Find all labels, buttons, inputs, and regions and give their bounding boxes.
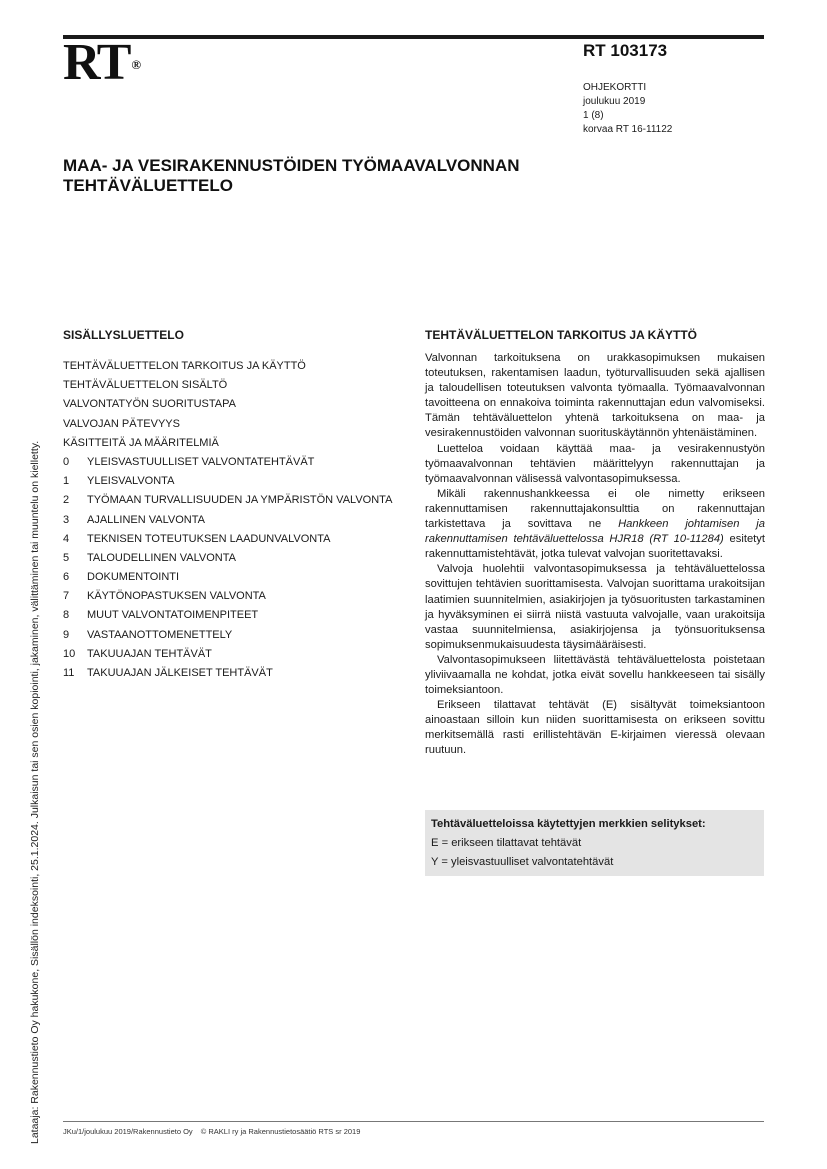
toc-item-label: VALVONTATYÖN SUORITUSTAPA <box>63 398 236 411</box>
paragraph: Valvontasopimukseen liitettävästä tehtäväluettelosta poistetaan yliviivaamalla ne kohdat, jotka eivät sovellu hankkeeseen tai sisälly toimeksiantoon. <box>425 653 765 697</box>
toc-item-number: 2 <box>63 494 70 507</box>
toc-item <box>63 626 403 645</box>
toc-item <box>63 664 403 683</box>
toc-item <box>63 645 403 664</box>
toc-item-label: VALVOJAN PÄTEVYYS <box>63 417 180 430</box>
legend-entry-e: E = erikseen tilattavat tehtävät <box>431 837 582 849</box>
paragraph <box>425 487 765 562</box>
footer <box>63 1127 360 1136</box>
toc-item-number: 11 <box>63 667 75 679</box>
toc-item <box>63 415 403 434</box>
toc-item <box>63 568 403 587</box>
toc-item-number: 0 <box>63 455 70 468</box>
toc-item <box>63 357 403 376</box>
registered-mark: ® <box>131 57 142 72</box>
paragraph-text: esitetyt rakennuttamistehtävät, jotka tulevat valvojan suoritettavaksi. <box>425 533 765 561</box>
toc-item-label: TAKUUAJAN TEHTÄVÄT <box>87 647 212 660</box>
replaces-card: korvaa RT 16-11122 <box>583 124 673 135</box>
toc-item <box>63 395 403 414</box>
toc-item-label: KÄSITTEITÄ JA MÄÄRITELMIÄ <box>63 436 219 449</box>
toc-item-number: 3 <box>63 513 70 526</box>
toc-item-label: YLEISVALVONTA <box>87 475 175 488</box>
publication-date: joulukuu 2019 <box>583 96 646 107</box>
paragraph-text: Mikäli rakennushankkeessa ei ole nimetty erikseen rakennuttamisen rakennuttajakonsulttia on rakennuttajan tarkistettava ja sovittava ne <box>425 487 765 531</box>
toc-item-label: KÄYTÖNOPASTUKSEN VALVONTA <box>87 590 266 603</box>
footer-copyright: © RAKLI ry ja Rakennustietosäätiö RTS sr 2019 <box>200 1127 361 1136</box>
paragraph: Erikseen tilattavat tehtävät (E) sisältyvät toimeksiantoon ainoastaan silloin kun niiden suorittamisesta on erikseen sovittu merkitsemällä rasti erillistehtävän E-kirjaimen vieressä olevaan ruutuun. <box>425 699 765 757</box>
toc-item <box>63 491 403 510</box>
toc-item <box>63 587 403 606</box>
toc-item-number: 9 <box>63 628 70 641</box>
footer-left: JKu/1/joulukuu 2019/Rakennustieto Oy <box>63 1127 193 1136</box>
paragraph: Luetteloa voidaan käyttää maa- ja vesirakennustyön työmaavalvonnan tehtävien määrittelyyn rakennuttajan ja työmaavalvonnan välisessä valvontasopimuksessa. <box>425 442 765 485</box>
logo-text: RT <box>63 34 130 91</box>
top-rule <box>63 35 764 39</box>
toc-item <box>63 434 403 453</box>
toc-item-label: TEKNISEN TOTEUTUKSEN LAADUNVALVONTA <box>87 532 331 545</box>
purpose-heading: TEHTÄVÄLUETTELON TARKOITUS JA KÄYTTÖ <box>425 328 697 342</box>
toc-item-label: TEHTÄVÄLUETTELON TARKOITUS JA KÄYTTÖ <box>63 360 306 372</box>
toc-item <box>63 511 403 530</box>
toc-item <box>63 530 403 549</box>
toc-item-number: 5 <box>63 551 70 564</box>
table-of-contents <box>63 328 403 683</box>
card-type: OHJEKORTTI <box>583 82 647 93</box>
toc-item <box>63 376 403 395</box>
paragraph: Valvonnan tarkoituksena on urakkasopimuksen mukaisen toteutuksen, rakentamisen laadun, työturvallisuuden sekä ajallisen ja taloudellisen toteutuksen valvonta työmaalla. Työmaavalvonnan tavoitteena on ennakoiva toiminta rakennuttajan edun valvomiseksi. Tämän tehtäväluettelon yhtenä tarkoituksena on maa- ja vesirakennustöiden valvonnan suorituskäytännön yhtenäistäminen. <box>425 352 765 440</box>
toc-item-label: DOKUMENTOINTI <box>87 571 180 584</box>
toc-item <box>63 606 403 625</box>
purpose-section <box>425 328 765 759</box>
toc-heading: SISÄLLYSLUETTELO <box>63 328 184 342</box>
download-notice: Lataaja: Rakennustieto Oy hakukone, Sisällön indeksointi, 25.1.2024. Julkaisun tai sen osien kopiointi, jakaminen, välittäminen tai muuntelu on kielletty. <box>29 440 41 1144</box>
toc-item-number: 7 <box>63 590 70 603</box>
title-line: MAA- JA VESIRAKENNUSTÖIDEN TYÖMAAVALVONNAN <box>63 156 520 175</box>
title-line: TEHTÄVÄLUETTELO <box>63 176 233 195</box>
toc-item-label: TALOUDELLINEN VALVONTA <box>87 551 236 564</box>
toc-item-number: 10 <box>63 647 76 660</box>
toc-item-label: TAKUUAJAN JÄLKEISET TEHTÄVÄT <box>87 667 273 679</box>
toc-item-label: AJALLINEN VALVONTA <box>87 513 205 526</box>
page-count: 1 (8) <box>583 110 604 121</box>
toc-item-label: VASTAANOTTOMENETTELY <box>87 628 233 641</box>
toc-item-label: TYÖMAAN TURVALLISUUDEN JA YMPÄRISTÖN VALVONTA <box>87 494 393 507</box>
document-number: RT 103173 <box>583 41 668 60</box>
toc-list <box>63 357 403 683</box>
rt-logo <box>63 34 142 91</box>
toc-item-number: 8 <box>63 609 70 622</box>
toc-item <box>63 453 403 472</box>
document-title <box>63 156 623 196</box>
legend-box <box>425 810 764 876</box>
toc-item-number: 1 <box>63 475 70 488</box>
toc-item <box>63 472 403 491</box>
legend-entry-y: Y = yleisvastuulliset valvontatehtävät <box>431 856 614 868</box>
toc-item-number: 4 <box>63 532 70 545</box>
legend-title: Tehtäväluetteloissa käytettyjen merkkien selitykset: <box>431 818 706 830</box>
paragraph: Valvoja huolehtii valvontasopimuksessa ja tehtäväluettelossa sovittujen tehtävien suorittamisesta. Valvojan suorittama urakoitsijan laatimien suunnitelmien, asiakirjojen ja työsuoritusten tarkastaminen ja hyväksyminen ei siirrä niistä vastuuta valvojalle, vaan urakoitsija vastaa suunnitelmiensa, asiakirjojensa ja työnsuorituksensa sopimuksenmukaisuudesta täysimääräisesti. <box>425 563 765 651</box>
document-meta <box>583 81 672 137</box>
toc-item-label: YLEISVASTUULLISET VALVONTATEHTÄVÄT <box>87 455 315 468</box>
toc-item-label: TEHTÄVÄLUETTELON SISÄLTÖ <box>63 379 228 392</box>
toc-item <box>63 549 403 568</box>
toc-item-label: MUUT VALVONTATOIMENPITEET <box>87 609 259 622</box>
footer-rule <box>63 1121 764 1122</box>
reference-title: Hankkeen johtamisen ja rakennuttamisen tehtäväluettelossa HJR18 (RT 10-11284) <box>425 518 765 546</box>
toc-item-number: 6 <box>63 571 70 584</box>
